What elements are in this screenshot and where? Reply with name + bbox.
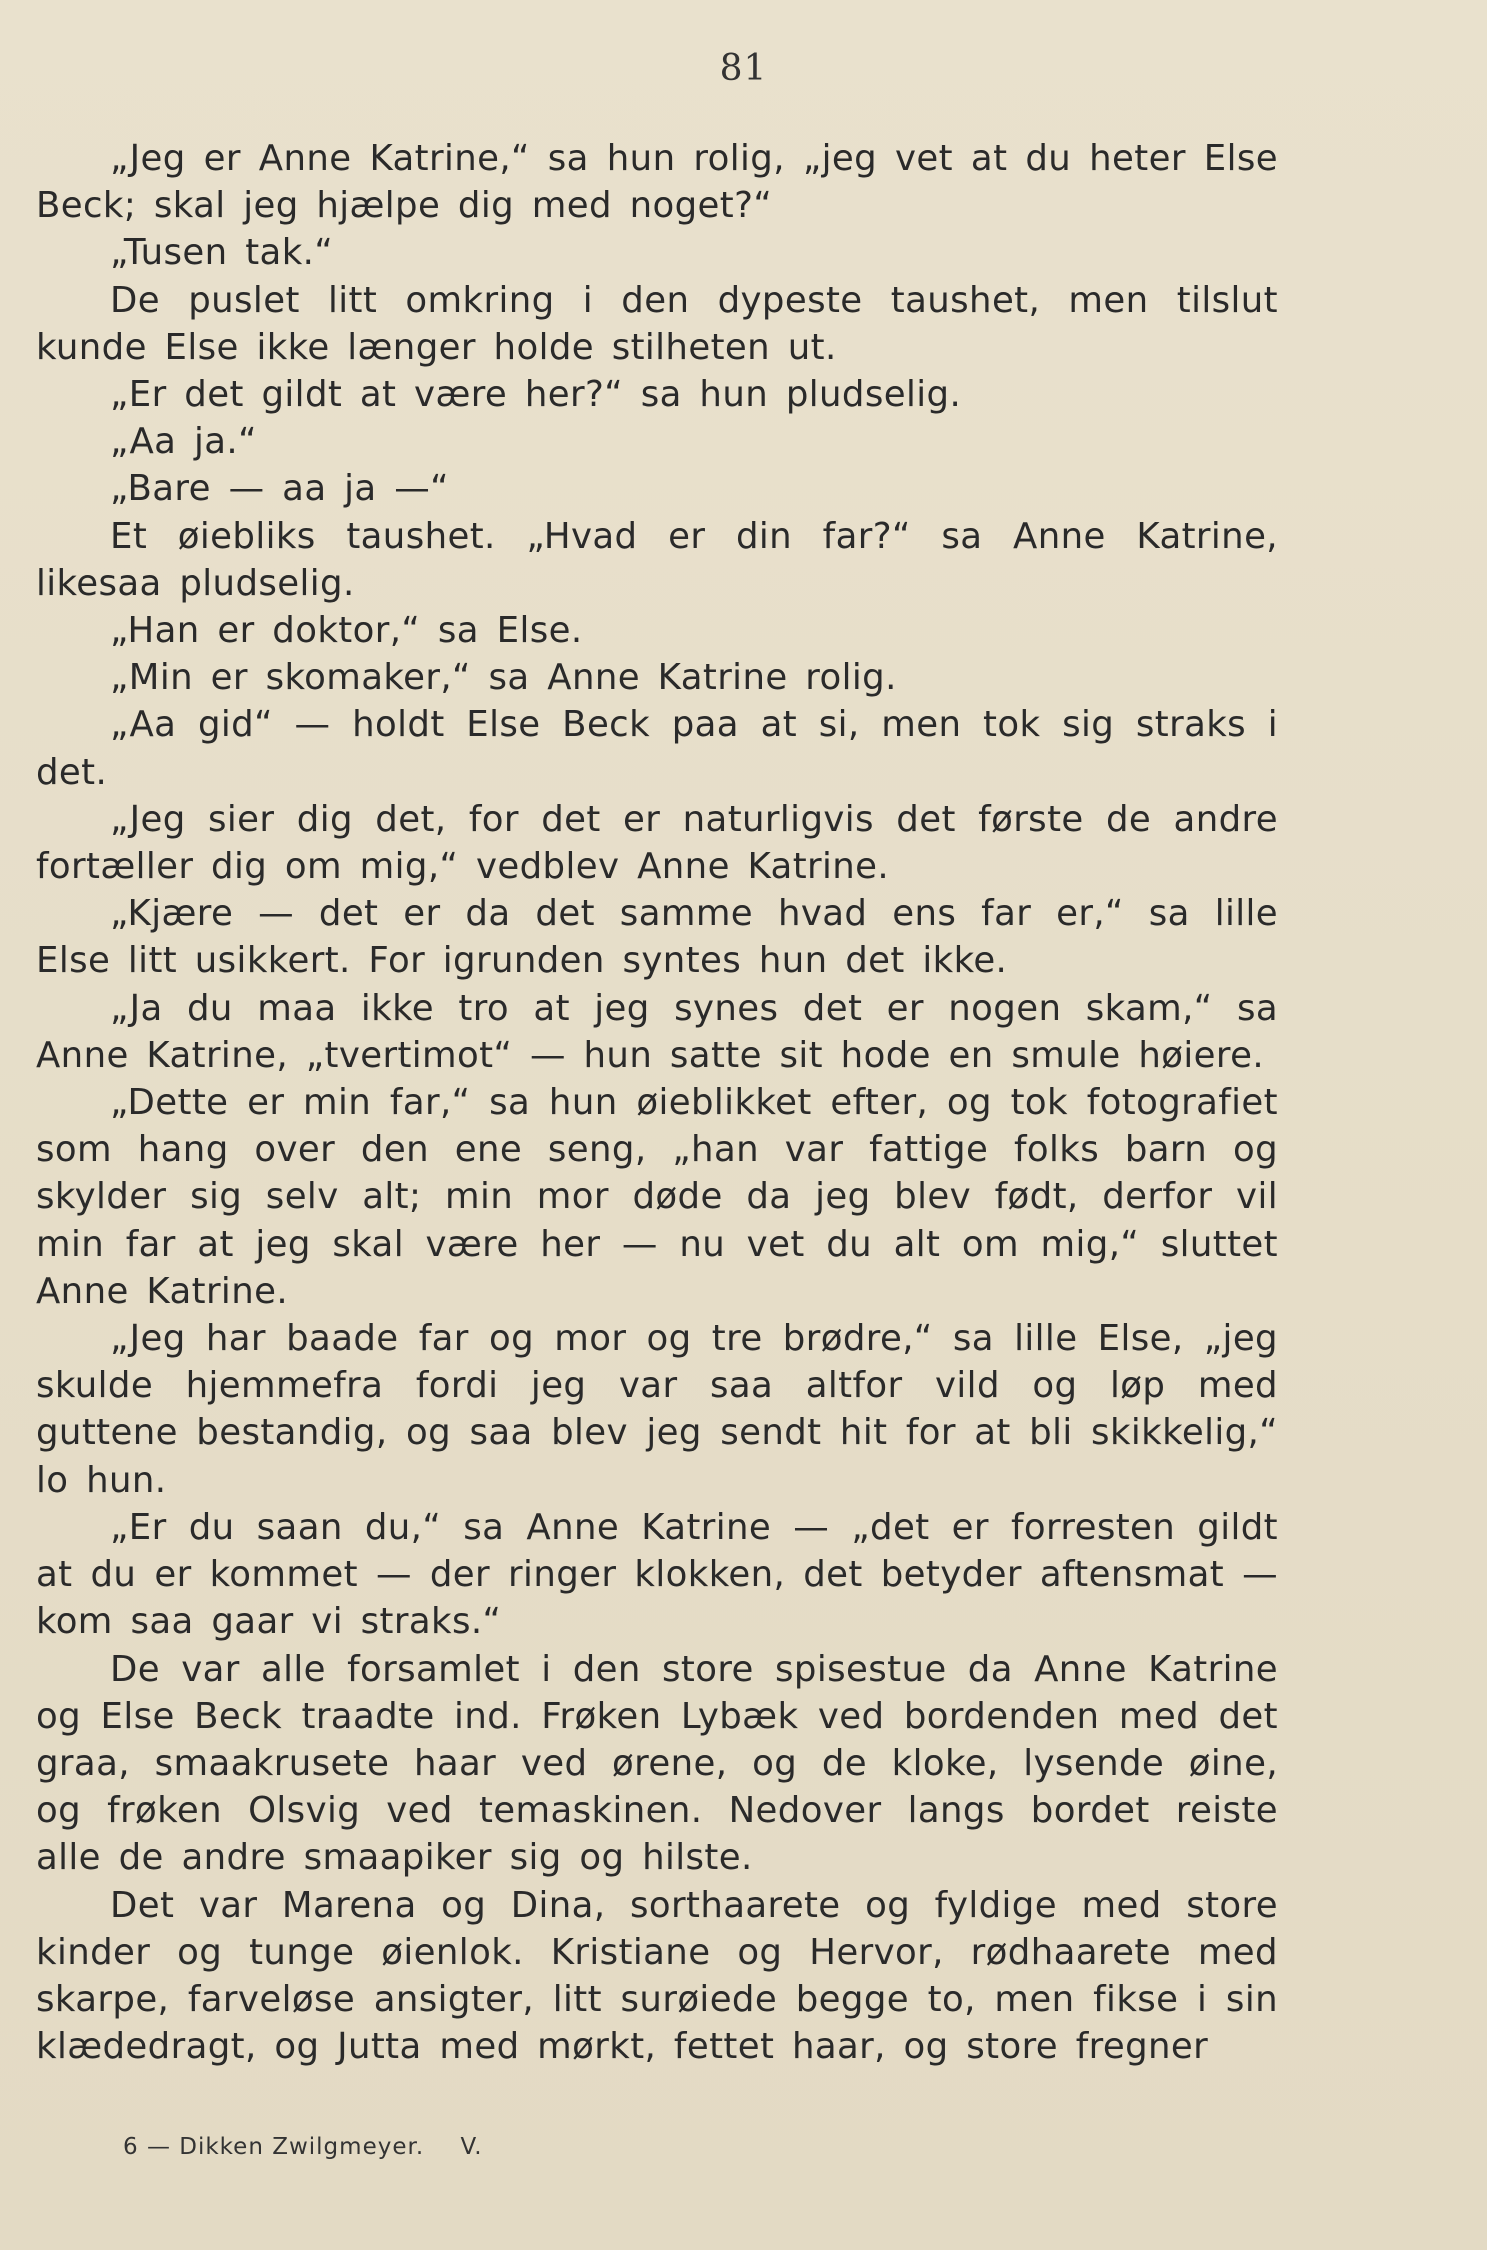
paragraph: Det var Marena og Dina, sorthaarete og fyldige med store kinder og tunge øienlok. Kristiane og Hervor, rødhaarete med skarpe, farveløse ansigter, litt surøiede begge to, men fikse i sin klædedragt, og Jutta med mørkt, fettet haar, og store fregner xyxy=(36,1884,1278,2068)
paragraph: „Han er doktor,“ sa Else. xyxy=(110,610,583,652)
paragraph: „Er det gildt at være her?“ sa hun pludselig. xyxy=(110,374,962,416)
paragraph: „Bare — aa ja —“ xyxy=(110,468,449,510)
paragraph: De puslet litt omkring i den dypeste taushet, men tilslut kunde Else ikke længer holde stilheten ut. xyxy=(36,279,1278,368)
paragraph: „Kjære — det er da det samme hvad ens far er,“ sa lille Else litt usikkert. For igrunden syntes hun det ikke. xyxy=(36,893,1278,982)
paragraph: „Jeg er Anne Katrine,“ sa hun rolig, „jeg vet at du heter Else Beck; skal jeg hjælpe dig med noget?“ xyxy=(36,138,1278,227)
paragraph: „Min er skomaker,“ sa Anne Katrine rolig. xyxy=(110,657,897,699)
page-footer xyxy=(123,2134,483,2160)
paragraph: Et øiebliks taushet. „Hvad er din far?“ sa Anne Katrine, likesaa pludselig. xyxy=(36,515,1278,604)
paragraph: „Tusen tak.“ xyxy=(110,232,334,274)
printer-signature: 6 — Dikken Zwilgmeyer. xyxy=(123,2134,425,2160)
paragraph: „Ja du maa ikke tro at jeg synes det er nogen skam,“ sa Anne Katrine, „tvertimot“ — hun satte sit hode en smule høiere. xyxy=(36,987,1278,1076)
paragraph: „Aa gid“ — holdt Else Beck paa at si, men tok sig straks i det. xyxy=(36,704,1278,793)
volume-mark: V. xyxy=(460,2134,483,2160)
paragraph: „Jeg sier dig det, for det er naturligvis det første de andre fortæller dig om mig,“ vedblev Anne Katrine. xyxy=(36,798,1278,888)
body-text xyxy=(36,135,1278,2070)
paragraph: „Er du saan du,“ sa Anne Katrine — „det er forresten gildt at du er kommet — der ringer klokken, det betyder aftensmat — kom saa gaar vi straks.“ xyxy=(36,1506,1278,1643)
paragraph: „Jeg har baade far og mor og tre brødre,“ sa lille Else, „jeg skulde hjemmefra fordi jeg var saa altfor vild og løp med guttene bestandig, og saa blev jeg sendt hit for at bli skikkelig,“ lo hun. xyxy=(36,1318,1278,1501)
page-number: 81 xyxy=(719,48,768,89)
paragraph: „Dette er min far,“ sa hun øieblikket efter, og tok fotografiet som hang over den ene seng, „han var fattige folks barn og skylder sig selv alt; min mor døde da jeg blev født, derfor vil min far at jeg skal være her — nu vet du alt om mig,“ sluttet Anne Katrine. xyxy=(36,1082,1278,1312)
paragraph: „Aa ja.“ xyxy=(110,421,257,463)
paragraph: De var alle forsamlet i den store spisestue da Anne Katrine og Else Beck traadte ind. Frøken Lybæk ved bordenden med det graa, smaakrusete haar ved ørene, og de kloke, lysende øine, og frøken Olsvig ved temaskinen. Nedover langs bordet reiste alle de andre smaapiker sig og hilste. xyxy=(36,1648,1278,1879)
